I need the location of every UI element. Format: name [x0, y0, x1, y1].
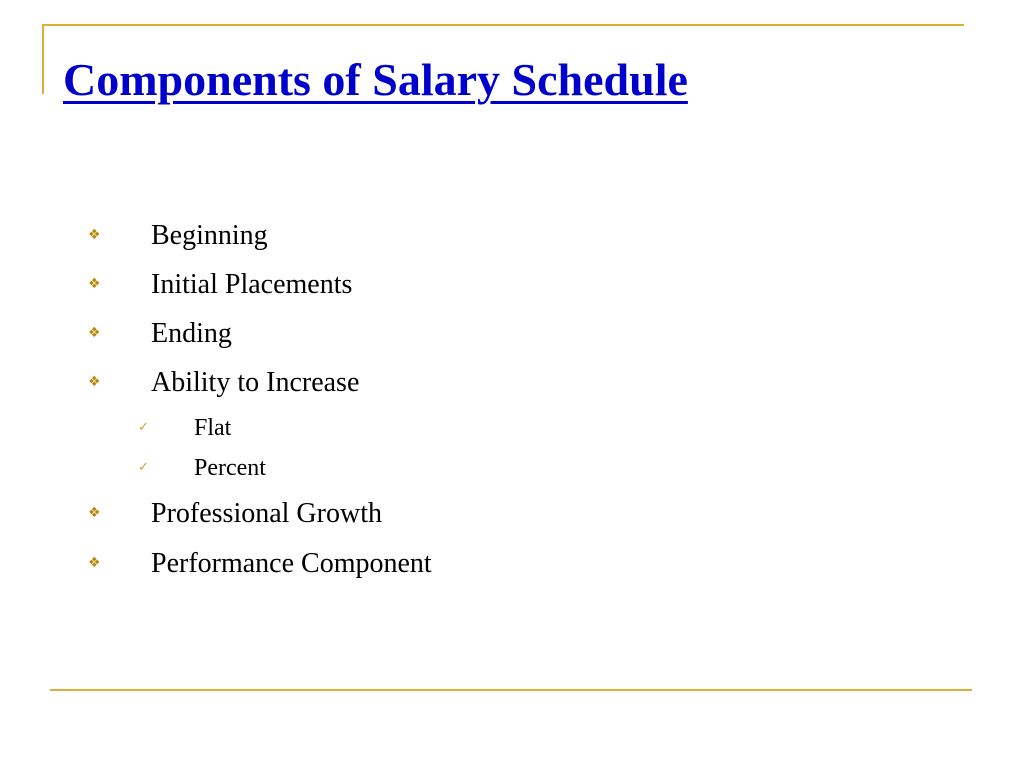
diamond-cluster-icon: ❖ — [88, 227, 101, 243]
bullet-item-initial-placements — [0, 268, 900, 308]
checkmark-icon: ✓ — [138, 460, 149, 475]
diamond-cluster-icon: ❖ — [88, 374, 101, 390]
diamond-cluster-icon: ❖ — [88, 276, 101, 292]
diamond-cluster-icon: ❖ — [88, 505, 101, 521]
bullet-item-beginning — [0, 219, 900, 259]
diamond-cluster-icon: ❖ — [88, 555, 101, 571]
sub-bullet-item-percent — [0, 454, 900, 494]
sub-bullet-item-flat — [0, 414, 900, 454]
bullet-label: Ending — [151, 318, 232, 349]
bullet-label: Initial Placements — [151, 269, 353, 300]
frame-bottom-rule — [50, 689, 972, 691]
bullet-item-professional-growth — [0, 497, 900, 537]
bullet-label: Ability to Increase — [151, 367, 360, 398]
bullet-item-ending — [0, 317, 900, 357]
bullet-item-ability-to-increase — [0, 366, 900, 406]
diamond-cluster-icon: ❖ — [88, 325, 101, 341]
sub-bullet-label: Percent — [194, 455, 266, 481]
slide-title: Components of Salary Schedule — [63, 54, 688, 105]
checkmark-icon: ✓ — [138, 420, 149, 435]
bullet-label: Professional Growth — [151, 498, 382, 529]
bullet-label: Beginning — [151, 220, 268, 251]
bullet-label: Performance Component — [151, 548, 432, 579]
sub-bullet-label: Flat — [194, 415, 232, 441]
bullet-item-performance-component — [0, 547, 900, 587]
